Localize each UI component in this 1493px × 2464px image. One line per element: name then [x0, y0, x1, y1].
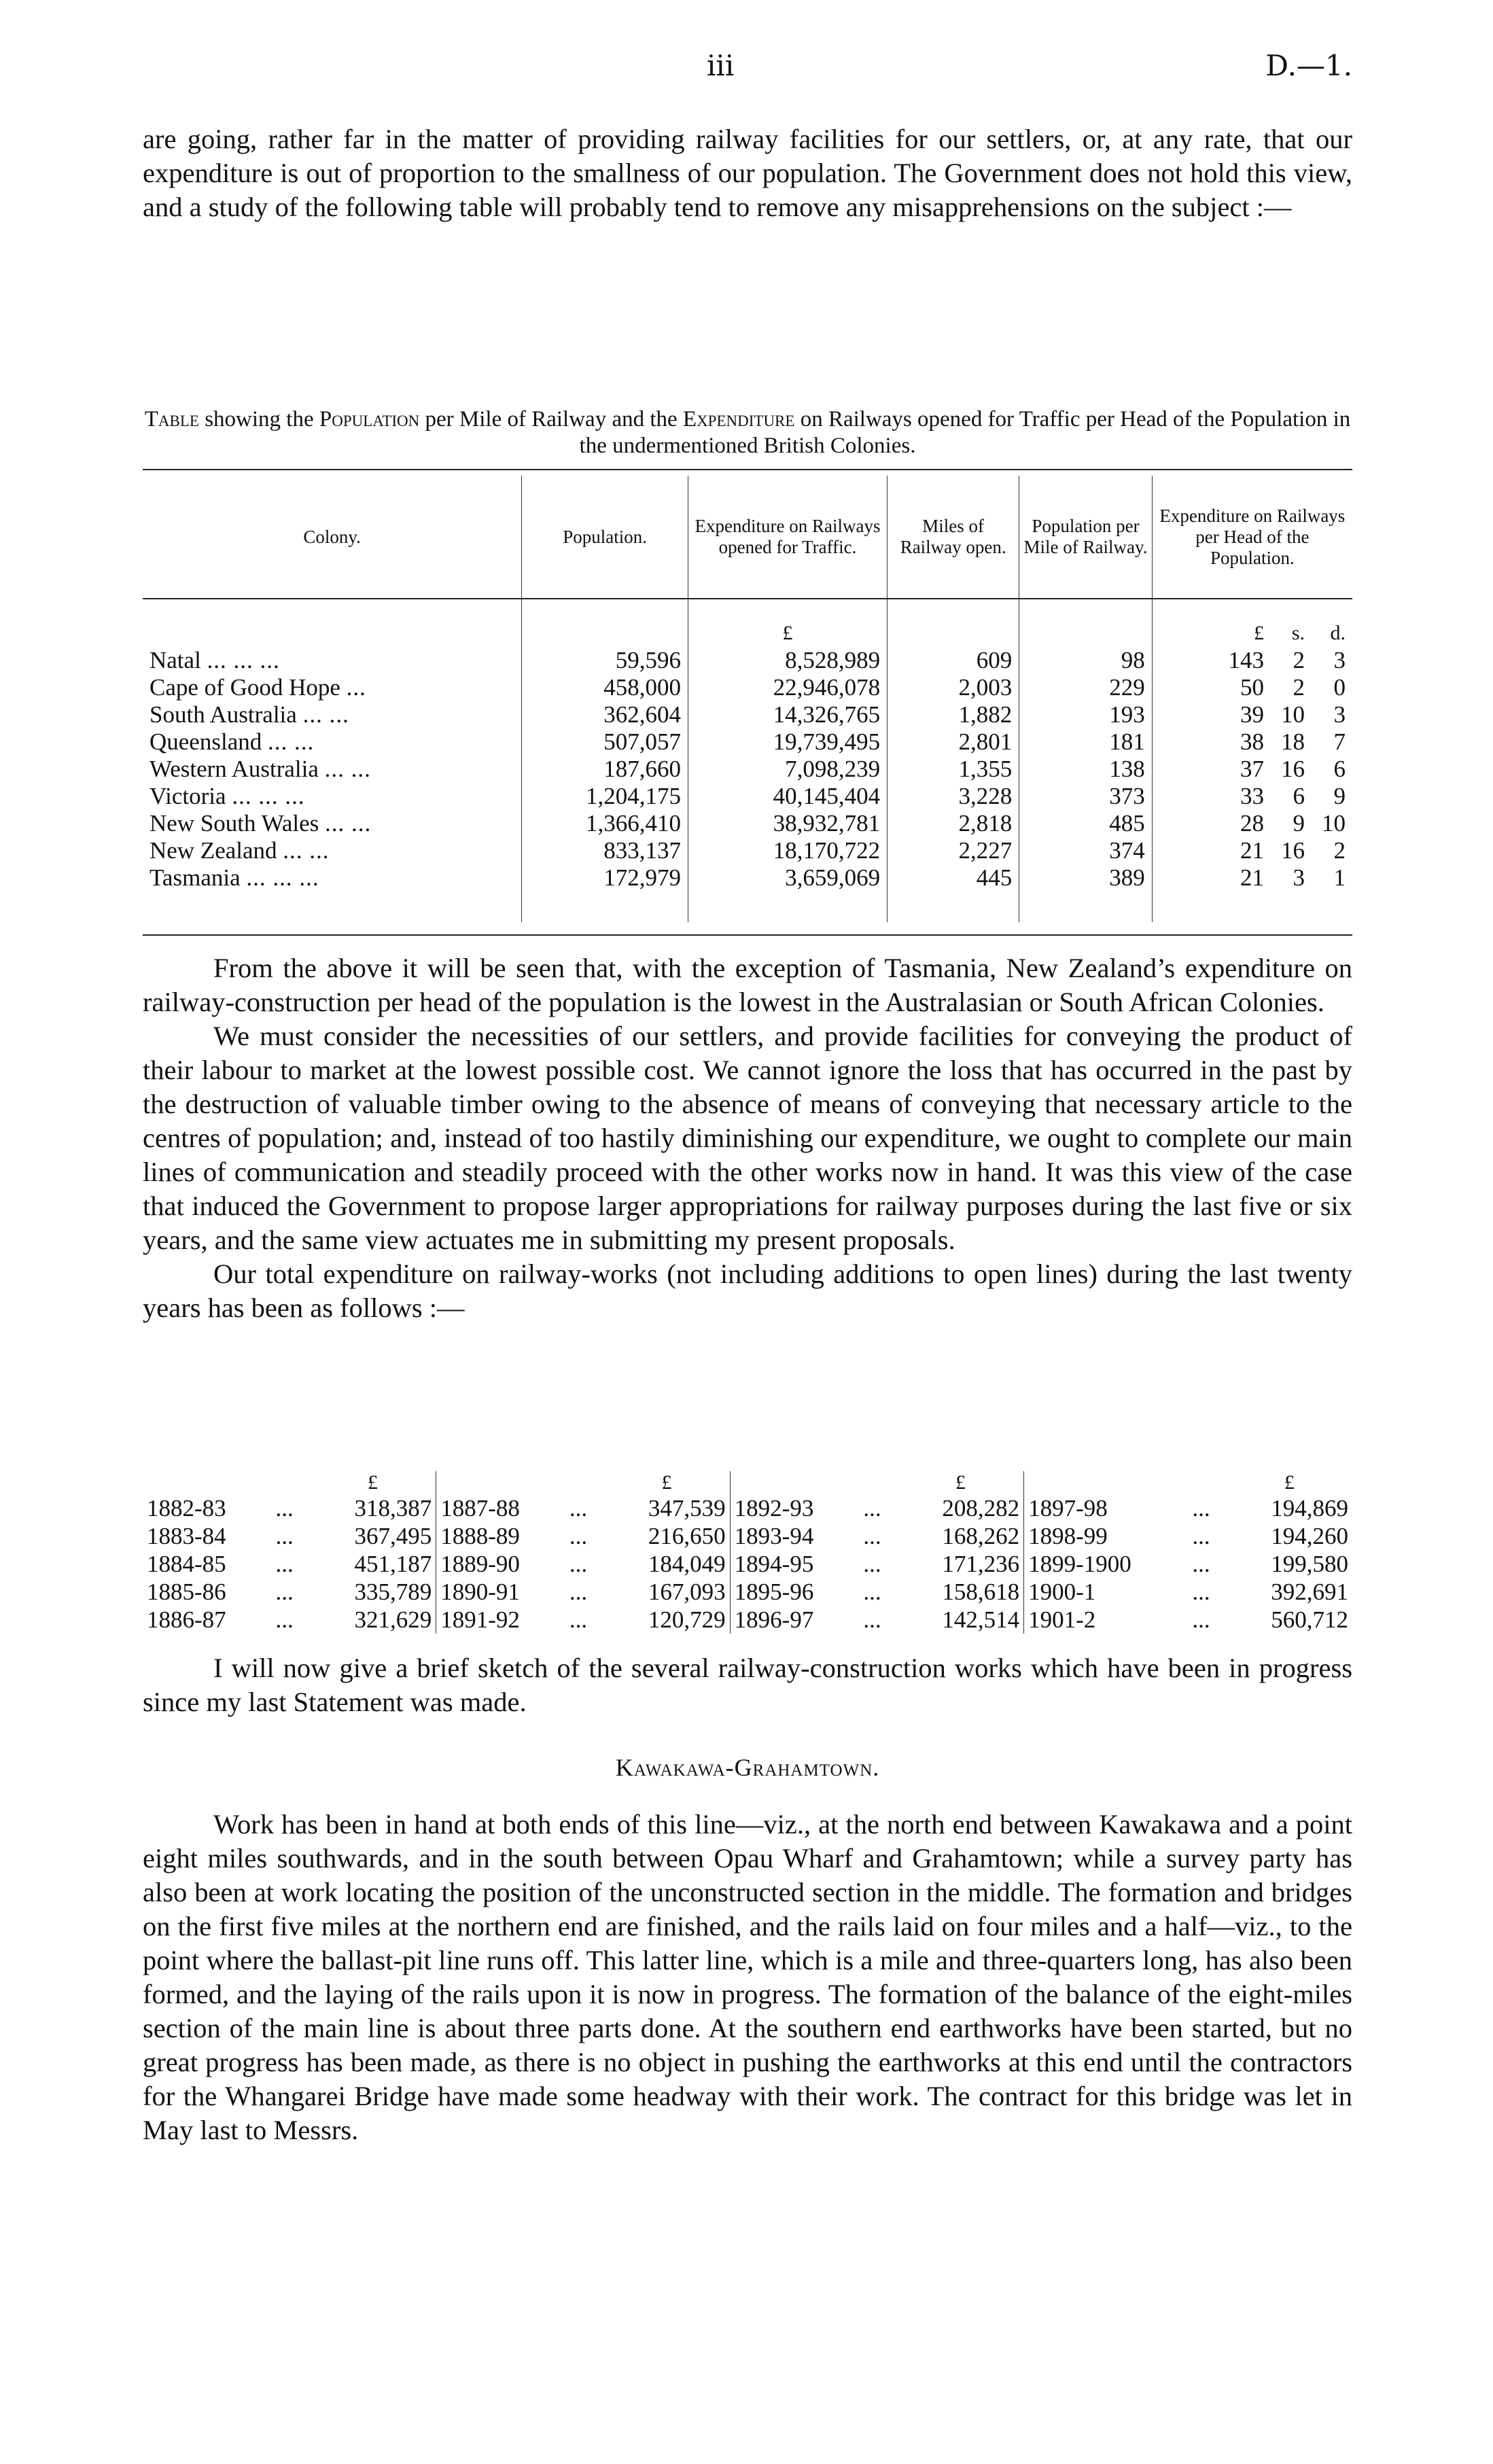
document-reference: D.—1.: [1265, 49, 1352, 82]
header-colony: Colony.: [303, 526, 361, 547]
amount: 318,387: [310, 1494, 436, 1522]
year: 1898-99: [1028, 1523, 1108, 1549]
colony-name: New Zealand ... ...: [150, 837, 330, 864]
amount: 347,539: [603, 1494, 730, 1522]
expenditure: 40,145,404: [688, 783, 887, 810]
miles-open: 1,882: [888, 701, 1019, 728]
leader-dots: ...: [1192, 1551, 1210, 1577]
amount: 168,262: [898, 1522, 1024, 1550]
leader-dots: ...: [569, 1579, 588, 1605]
population-per-mile: 485: [1019, 810, 1152, 837]
leader-dots: ...: [1192, 1606, 1210, 1633]
population-per-mile: 389: [1019, 864, 1152, 892]
colony-name: South Australia ... ...: [150, 701, 349, 728]
table-row: [143, 1550, 1352, 1578]
amount: 335,789: [310, 1578, 436, 1606]
year: 1882-83: [147, 1495, 226, 1521]
table-header-row: [143, 476, 1352, 599]
colony-name: Cape of Good Hope ...: [150, 674, 366, 701]
year: 1883-84: [147, 1523, 226, 1549]
leader-dots: ...: [275, 1579, 294, 1605]
leader-dots: ...: [863, 1551, 881, 1577]
year: 1893-94: [734, 1523, 814, 1549]
page-header: [143, 49, 1352, 90]
table-caption: [143, 406, 1352, 459]
units-row: [143, 1471, 1352, 1494]
population: 833,137: [522, 837, 688, 864]
leader-dots: ...: [569, 1523, 588, 1549]
amount: 321,629: [310, 1606, 436, 1634]
amount: 167,093: [603, 1578, 730, 1606]
table-row: [143, 1606, 1352, 1634]
header-expenditure: Expenditure on Railways opened for Traffic.: [688, 476, 887, 599]
unit-shillings: s.: [1291, 622, 1305, 644]
colonies-table: [143, 476, 1352, 922]
expenditure: 19,739,495: [688, 728, 887, 756]
year: 1888-89: [440, 1523, 520, 1549]
population: 1,366,410: [522, 810, 688, 837]
header-population: Population.: [522, 476, 688, 599]
expenditure: 14,326,765: [688, 701, 887, 728]
year: 1901-2: [1028, 1606, 1096, 1633]
table-row: [143, 1522, 1352, 1550]
amount: 199,580: [1271, 1551, 1348, 1577]
amount: 194,260: [1271, 1523, 1348, 1549]
year: 1897-98: [1028, 1495, 1108, 1521]
year: 1900-1: [1028, 1579, 1096, 1605]
population-per-mile: 373: [1019, 783, 1152, 810]
leader-dots: ...: [1192, 1579, 1210, 1605]
year: 1891-92: [440, 1606, 520, 1633]
population: 1,204,175: [522, 783, 688, 810]
population-per-mile: 138: [1019, 756, 1152, 783]
population: 172,979: [522, 864, 688, 892]
amount: 158,618: [898, 1578, 1024, 1606]
unit-expenditure: £: [688, 599, 887, 647]
year: 1884-85: [147, 1551, 226, 1577]
caption-part: Population: [319, 407, 420, 432]
amount: 560,712: [1271, 1606, 1348, 1633]
population-per-mile: 374: [1019, 837, 1152, 864]
year: 1889-90: [440, 1551, 520, 1577]
page-number: iii: [707, 49, 735, 82]
expenditure-per-head: 143 2 3: [1152, 647, 1352, 674]
leader-dots: ...: [1192, 1495, 1210, 1521]
amount: 451,187: [310, 1550, 436, 1578]
expenditure-per-head: 39 10 3: [1152, 701, 1352, 728]
year: 1892-93: [734, 1495, 814, 1521]
leader-dots: ...: [275, 1523, 294, 1549]
table-row: [143, 647, 1352, 674]
yearly-expenditure-table: [143, 1471, 1352, 1634]
miles-open: 1,355: [888, 756, 1019, 783]
expenditure-per-head: 33 6 9: [1152, 783, 1352, 810]
unit-pounds: £: [1254, 622, 1264, 644]
expenditure-per-head: 38 18 7: [1152, 728, 1352, 756]
leader-dots: ...: [569, 1606, 588, 1633]
year: 1886-87: [147, 1606, 226, 1633]
amount: 208,282: [898, 1494, 1024, 1522]
year: 1895-96: [734, 1579, 814, 1605]
paragraph: Our total expenditure on railway-works (not including additions to open lines) during the last twenty years has been as follows :—: [143, 1259, 1352, 1323]
population: 458,000: [522, 674, 688, 701]
population-per-mile: 193: [1019, 701, 1152, 728]
expenditure-per-head: 50 2 0: [1152, 674, 1352, 701]
section-heading: Kawakawa-Grahamtown.: [615, 1754, 880, 1781]
population-per-mile: 98: [1019, 647, 1152, 674]
miles-open: 2,818: [888, 810, 1019, 837]
expenditure: 18,170,722: [688, 837, 887, 864]
miles-open: 445: [888, 864, 1019, 892]
colony-name: Western Australia ... ...: [150, 756, 371, 782]
table-row: [143, 864, 1352, 892]
expenditure: 3,659,069: [688, 864, 887, 892]
population: 59,596: [522, 647, 688, 674]
colony-name: New South Wales ... ...: [150, 810, 372, 837]
leader-dots: ...: [1192, 1523, 1210, 1549]
table-row: [143, 837, 1352, 864]
year: 1887-88: [440, 1495, 520, 1521]
expenditure-per-head: 21 3 1: [1152, 864, 1352, 892]
header-expenditure-per-head: Expenditure on Railways per Head of the Population.: [1152, 476, 1352, 599]
year: 1896-97: [734, 1606, 814, 1633]
table-bottom-rule: [143, 934, 1352, 936]
amount: 142,514: [898, 1606, 1024, 1634]
table-row: [143, 1578, 1352, 1606]
paragraph: I will now give a brief sketch of the several railway-construction works which have been in progress since my last Statement was made.: [143, 1653, 1352, 1717]
expenditure: 38,932,781: [688, 810, 887, 837]
amount: 216,650: [603, 1522, 730, 1550]
table-row: [143, 728, 1352, 756]
units-row: [143, 599, 1352, 647]
leader-dots: ...: [275, 1606, 294, 1633]
caption-part: showing the: [198, 407, 319, 432]
colony-name: Natal ... ... ...: [150, 647, 280, 673]
amount: 171,236: [898, 1550, 1024, 1578]
leader-dots: ...: [863, 1523, 881, 1549]
leader-dots: ...: [569, 1551, 588, 1577]
caption-part: Table: [144, 407, 199, 432]
leader-dots: ...: [275, 1551, 294, 1577]
caption-part: Expenditure: [682, 407, 795, 432]
unit-pence: d.: [1330, 622, 1346, 644]
kawakawa-section: [143, 1808, 1352, 2147]
intro-section: [143, 122, 1352, 224]
leader-dots: ...: [863, 1495, 881, 1521]
leader-dots: ...: [569, 1495, 588, 1521]
unit-pounds: £: [1284, 1471, 1295, 1494]
header-miles: Miles of Railway open.: [888, 476, 1019, 599]
amount: 120,729: [603, 1606, 730, 1634]
expenditure: 8,528,989: [688, 647, 887, 674]
year: 1899-1900: [1028, 1551, 1131, 1577]
leader-dots: ...: [863, 1606, 881, 1633]
population: 362,604: [522, 701, 688, 728]
amount: 367,495: [310, 1522, 436, 1550]
table-row: [143, 701, 1352, 728]
leader-dots: ...: [275, 1495, 294, 1521]
sketch-section: [143, 1651, 1352, 1719]
paragraph: From the above it will be seen that, with the exception of Tasmania, New Zealand’s expenditure on railway-construction per head of the population is the lowest in the Australasian or South African Colonies.: [143, 953, 1352, 1017]
unit-pounds: £: [898, 1471, 1024, 1494]
expenditure: 7,098,239: [688, 756, 887, 783]
table-row: [143, 783, 1352, 810]
discussion-section: [143, 951, 1352, 1325]
expenditure-per-head: 37 16 6: [1152, 756, 1352, 783]
year: 1885-86: [147, 1579, 226, 1605]
miles-open: 2,003: [888, 674, 1019, 701]
intro-paragraph: are going, rather far in the matter of providing railway facilities for our settlers, or, at any rate, that our expenditure is out of proportion to the smallness of our population. The Government does not hold this view, and a study of the following table will probably tend to remove any misapprehensions on the subject :—: [143, 124, 1352, 222]
expenditure: 22,946,078: [688, 674, 887, 701]
colony-name: Queensland ... ...: [150, 728, 315, 755]
miles-open: 2,801: [888, 728, 1019, 756]
caption-part: on Railways opened for Traffic per Head of the Population in the undermentioned British Colonies.: [579, 407, 1351, 458]
year: 1894-95: [734, 1551, 814, 1577]
leader-dots: ...: [863, 1579, 881, 1605]
colony-name: Victoria ... ... ...: [150, 783, 305, 809]
header-population-per-mile: Population per Mile of Railway.: [1019, 476, 1152, 599]
population: 507,057: [522, 728, 688, 756]
paragraph: Work has been in hand at both ends of this line—viz., at the north end between Kawakawa and a point eight miles southwards, and in the south between Opau Wharf and Grahamtown; while a survey party has also been at work locating the position of the unconstructed section in the middle. The formation and bridges on the first five miles at the northern end are finished, and the rails laid on four miles and a half—viz., to the point where the ballast-pit line runs off. This latter line, which is a mile and three-quarters long, has also been formed, and the laying of the rails upon it is now in progress. The formation of the balance of the eight-miles section of the main line is about three parts done. At the southern end earthworks have been started, but no great progress has been made, as there is no object in pushing the earthworks at this end until the contractors for the Whangarei Bridge have made some headway with their work. The contract for this bridge was let in May last to Messrs.: [143, 1809, 1352, 2145]
paragraph: We must consider the necessities of our settlers, and provide facilities for conveying the product of their labour to market at the lowest possible cost. We cannot ignore the loss that has occurred in the past by the destruction of valuable timber owing to the absence of means of conveying that necessary article to the centres of population; and, instead of too hastily diminishing our expenditure, we ought to complete our main lines of communication and steadily proceed with the other works now in hand. It was this view of the case that induced the Government to propose larger appropriations for railway purposes during the last five or six years, and the same view actuates me in submitting my present proposals.: [143, 1021, 1352, 1255]
table-row: [143, 674, 1352, 701]
table-row: [143, 810, 1352, 837]
miles-open: 2,227: [888, 837, 1019, 864]
table-row: [143, 1494, 1352, 1522]
amount: 194,869: [1271, 1495, 1348, 1521]
year: 1890-91: [440, 1579, 520, 1605]
unit-pounds: £: [603, 1471, 730, 1494]
table-row: [143, 756, 1352, 783]
amount: 184,049: [603, 1550, 730, 1578]
miles-open: 609: [888, 647, 1019, 674]
population: 187,660: [522, 756, 688, 783]
population-per-mile: 229: [1019, 674, 1152, 701]
unit-pounds: £: [310, 1471, 436, 1494]
miles-open: 3,228: [888, 783, 1019, 810]
amount: 392,691: [1271, 1579, 1348, 1605]
population-per-mile: 181: [1019, 728, 1152, 756]
expenditure-per-head: 28 9 10: [1152, 810, 1352, 837]
expenditure-per-head: 21 16 2: [1152, 837, 1352, 864]
colony-name: Tasmania ... ... ...: [150, 864, 319, 891]
caption-part: per Mile of Railway and the: [419, 407, 683, 432]
table-top-rule: [143, 469, 1352, 470]
